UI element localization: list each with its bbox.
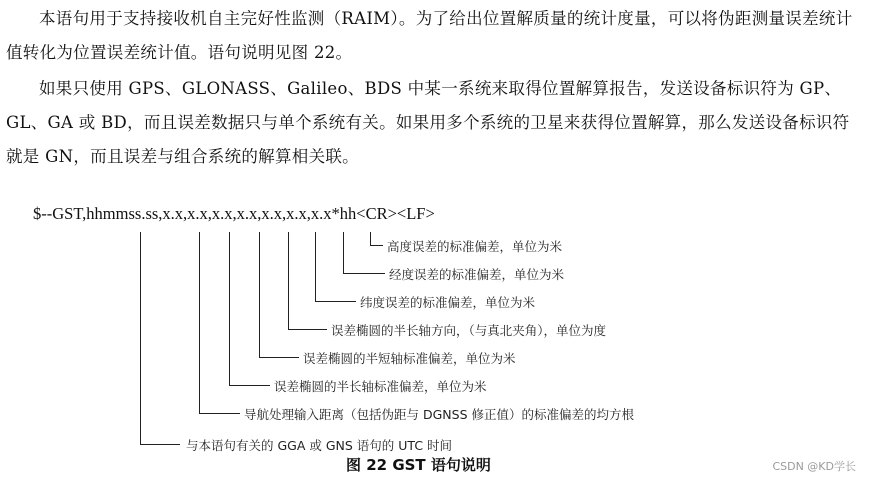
- field-bracket-utc-time: [140, 232, 180, 445]
- field-label-ellipse-minor: 误差椭圆的半短轴标准偏差，单位为米: [303, 351, 516, 366]
- intro-paragraph: 本语句用于支持接收机自主完好性监测（RAIM）。为了给出位置解质量的统计度量，可以将伪距测量误差统计值转化为位置误差统计值。语句说明见图 22。: [6, 9, 853, 62]
- field-label-ellipse-major: 误差椭圆的半长轴标准偏差，单位为米: [274, 379, 487, 394]
- field-bracket-rms-range: [199, 232, 240, 414]
- talker-id-paragraph: 如果只使用 GPS、GLONASS、Galileo、BDS 中某一系统来取得位置解算报告，发送设备标识符为 GP、GL、GA 或 BD，而且误差数据只与单个系统有关。如果用多个系统的卫星来获得位置解算，那么发送设备标识符就是 GN，而且误差与组合系统的解算相关联。: [6, 79, 850, 166]
- gst-sentence-format: $--GST,hhmmss.ss,x.x,x.x,x.x,x.x,x.x,x.x,x.x*hh<CR><LF>: [33, 204, 435, 223]
- field-label-lon-std: 经度误差的标准偏差，单位为米: [389, 267, 565, 282]
- field-label-ellipse-orient: 误差椭圆的半长轴方向，（与真北夹角），单位为度: [331, 323, 607, 338]
- watermark: CSDN @KD学长: [772, 460, 856, 473]
- figure-caption: 图 22 GST 语句说明: [346, 456, 491, 474]
- field-label-utc-time: 与本语句有关的 GGA 或 GNS 语句的 UTC 时间: [186, 438, 453, 453]
- field-label-lat-std: 纬度误差的标准偏差，单位为米: [360, 295, 536, 310]
- field-label-rms-range: 导航处理输入距离（包括伪距与 DGNSS 修正值）的标准偏差的均方根: [244, 407, 634, 422]
- field-label-alt-std: 高度误差的标准偏差，单位为米: [387, 239, 563, 254]
